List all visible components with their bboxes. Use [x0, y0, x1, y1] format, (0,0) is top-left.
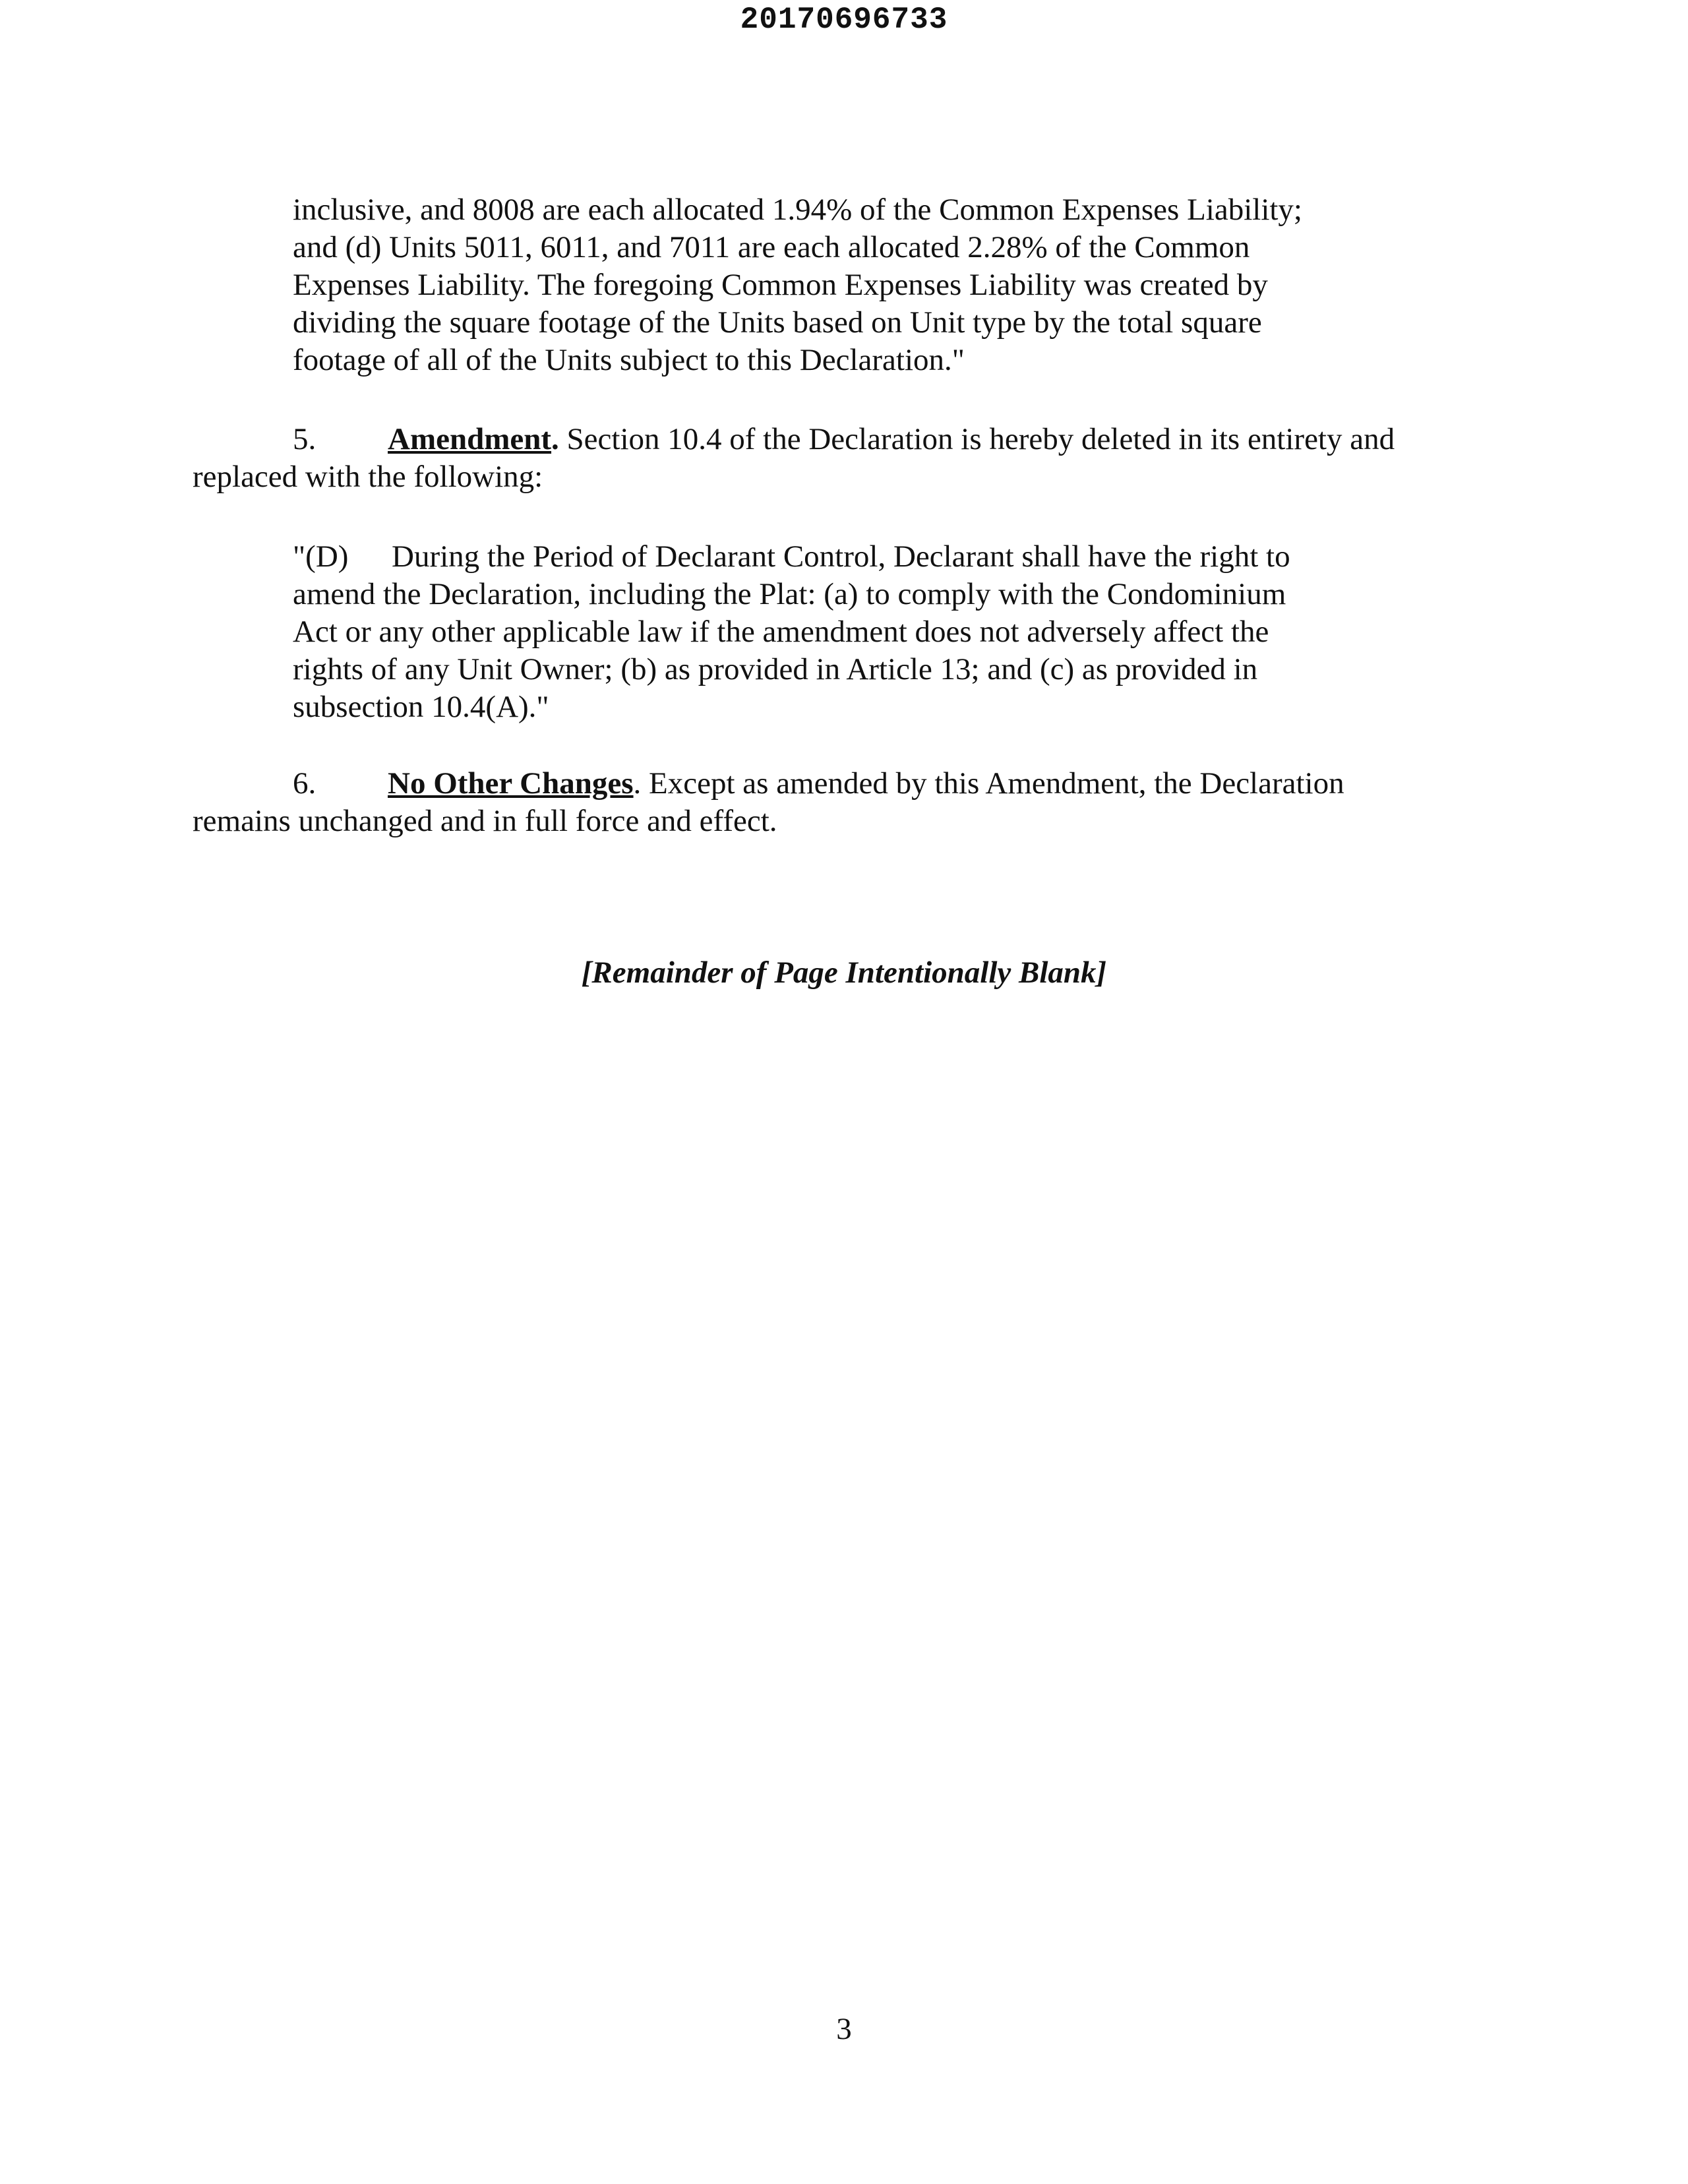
text-line: During the Period of Declarant Control, Declarant shall have the right to [392, 539, 1290, 574]
text-line: Expenses Liability. The foregoing Common Expenses Liability was created by [293, 268, 1268, 302]
section-text: remains unchanged and in full force and effect. [193, 804, 777, 838]
section-6 [193, 765, 1488, 840]
subsection-tag: "(D) [293, 539, 349, 574]
text-line: Act or any other applicable law if the amendment does not adversely affect the [293, 615, 1269, 649]
text-line: and (d) Units 5011, 6011, and 7011 are each allocated 2.28% of the Common [293, 230, 1250, 264]
text-line: subsection 10.4(A)." [293, 690, 549, 724]
section-heading: No Other Changes [388, 766, 634, 801]
text-line: dividing the square footage of the Units based on Unit type by the total square [293, 305, 1262, 340]
heading-punctuation: . [551, 422, 559, 456]
section-number: 5. [293, 422, 316, 456]
paragraph-continuation [293, 191, 1393, 379]
heading-punctuation: . [633, 766, 642, 801]
section-5 [193, 421, 1488, 496]
remainder-note: [Remainder of Page Intentionally Blank] [581, 956, 1107, 990]
section-text: Section 10.4 of the Declaration is hereby deleted in its entirety and [558, 422, 1395, 456]
section-6-line-1 [193, 765, 1488, 803]
section-number: 6. [293, 766, 316, 801]
text-line: rights of any Unit Owner; (b) as provided in Article 13; and (c) as provided in [293, 652, 1258, 686]
page-number: 3 [836, 2012, 852, 2046]
section-text: replaced with the following: [193, 460, 543, 494]
section-text: Except as amended by this Amendment, the Declaration [641, 766, 1344, 801]
quote-first-line [293, 538, 1393, 576]
text-line: footage of all of the Units subject to this Declaration." [293, 343, 965, 377]
text-line: amend the Declaration, including the Plat: (a) to comply with the Condominium [293, 577, 1286, 611]
section-5-line-1 [193, 421, 1488, 458]
section-heading: Amendment [388, 422, 552, 456]
document-number: 20170696733 [740, 3, 948, 37]
text-line: inclusive, and 8008 are each allocated 1.94% of the Common Expenses Liability; [293, 193, 1302, 227]
section-5-quote [293, 538, 1393, 726]
